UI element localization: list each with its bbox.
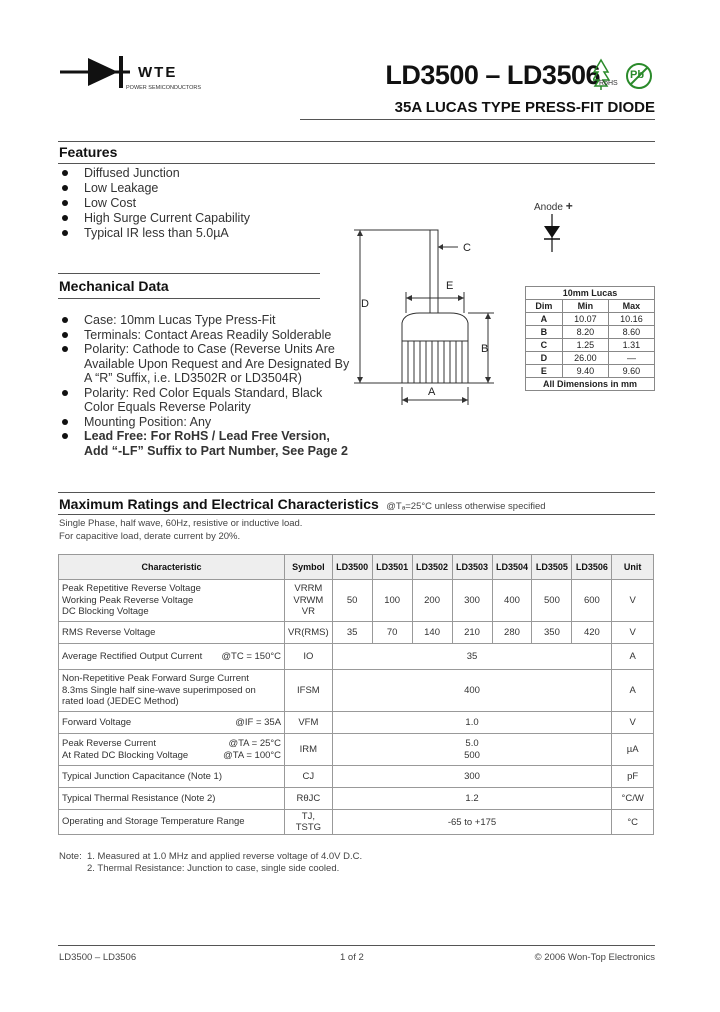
pb-free-badge [625,62,653,90]
table-row: Typical Junction Capacitance (Note 1) CJ 300 pF [59,766,654,788]
footer-left: LD3500 – LD3506 [59,952,137,963]
table-row: A 10.07 10.16 [526,313,655,326]
pb-label: Pb [630,69,645,81]
features-list [60,166,360,241]
table-row: RMS Reverse Voltage VR(RMS) 35 70 140 210 280 350 420 V [59,622,654,644]
ratings-top-rule [58,492,655,493]
ratings-table [58,554,654,835]
table-row: Operating and Storage Temperature Range TJ, TSTG -65 to +175 °C [59,810,654,835]
mechanical-item: Mounting Position: Any [60,415,350,430]
dim-table-header: Min [562,300,608,313]
table-row: B 8.20 8.60 [526,326,655,339]
table-row: D 26.00 — [526,352,655,365]
features-top-rule [58,141,655,142]
table-row: C 1.25 1.31 [526,339,655,352]
header-divider [300,119,655,120]
dim-label-b: B [481,343,489,355]
dim-table-footer: All Dimensions in mm [526,378,655,391]
mechanical-list [60,313,350,458]
feature-item: Low Cost [60,196,360,211]
page-subtitle: 35A LUCAS TYPE PRESS-FIT DIODE [394,99,655,116]
dim-label-a: A [428,386,436,398]
ratings-intro-1: Single Phase, half wave, 60Hz, resistive or inductive load. [59,518,303,529]
dimensions-table [525,286,655,391]
anode-plus: + [565,199,573,213]
notes-label: Note: [59,851,82,862]
table-row: Typical Thermal Resistance (Note 2) RθJC 1.2 °C/W [59,788,654,810]
diode-symbol-icon [541,214,563,252]
dim-table-title: 10mm Lucas [526,287,655,300]
dim-label-e: E [446,280,454,292]
dim-label-c: C [463,242,471,254]
page-number: 1 of 2 [340,952,364,963]
table-row: Forward Voltage @IF = 35A VFM 1.0 V [59,712,654,734]
note-1: 1. Measured at 1.0 MHz and applied reverse voltage of 4.0V D.C. [87,851,363,862]
table-row: Peak Repetitive Reverse Voltage Working Peak Reverse Voltage DC Blocking Voltage VRRM VRWM VR 50 100 200 300 400 500 600 V [59,580,654,622]
ratings-heading-row [59,496,546,514]
footer-rule [58,945,655,946]
logo-text: WTE [138,64,178,81]
rohs-label: RoHS [599,80,618,87]
feature-item: Low Leakage [60,181,360,196]
page-title: LD3500 – LD3506 [385,60,600,90]
feature-item: Diffused Junction [60,166,360,181]
table-row: Average Rectified Output Current @TC = 150°C IO 35 A [59,644,654,670]
logo-subtext: POWER SEMICONDUCTORS [126,85,202,91]
feature-item: High Surge Current Capability [60,211,360,226]
footer-copyright: © 2006 Won-Top Electronics [534,952,655,963]
ratings-heading: Maximum Ratings and Electrical Characteristics [59,496,379,512]
dim-table-header: Max [608,300,654,313]
features-bottom-rule [58,163,655,164]
dim-label-d: D [361,298,369,310]
anode-label: Anode + [534,199,573,213]
table-row: Peak Reverse Current At Rated DC Blocking Voltage @TA = 25°C @TA = 100°C IRM 5.0 500 µA [59,734,654,766]
note-2: 2. Thermal Resistance: Junction to case, single side cooled. [87,863,340,874]
table-header-row: Characteristic Symbol LD3500 LD3501 LD3502 LD3503 LD3504 LD3505 LD3506 Unit [59,555,654,580]
rohs-badge [593,58,621,92]
ratings-intro-2: For capacitive load, derate current by 20%. [59,531,241,542]
mechanical-item: Polarity: Red Color Equals Standard, Black Color Equals Reverse Polarity [60,386,350,415]
ratings-condition: @Tₐ=25°C unless otherwise specified [386,501,546,512]
table-row: Non-Repetitive Peak Forward Surge Current 8.3ms Single half sine-wave superimposed on rated load (JEDEC Method) IFSM 400 A [59,670,654,712]
ratings-bottom-rule [58,514,655,515]
table-row: E 9.40 9.60 [526,365,655,378]
features-heading: Features [59,144,118,160]
dim-table-header: Dim [526,300,563,313]
mechanical-heading: Mechanical Data [59,278,169,294]
lead-free-item: Lead Free: For RoHS / Lead Free Version, Add “-LF” Suffix to Part Number, See Page 2 [60,429,350,458]
mechanical-item: Terminals: Contact Areas Readily Solderable [60,328,350,343]
mechanical-top-rule [58,273,320,274]
mechanical-item: Case: 10mm Lucas Type Press-Fit [60,313,350,328]
company-logo [60,52,220,98]
mechanical-item: Polarity: Cathode to Case (Reverse Units Are Available Upon Request and Are Designated By A “R” Suffix, i.e. LD3502R or LD3504R) [60,342,350,386]
feature-item: Typical IR less than 5.0µA [60,226,360,241]
mechanical-bottom-rule [58,298,320,299]
